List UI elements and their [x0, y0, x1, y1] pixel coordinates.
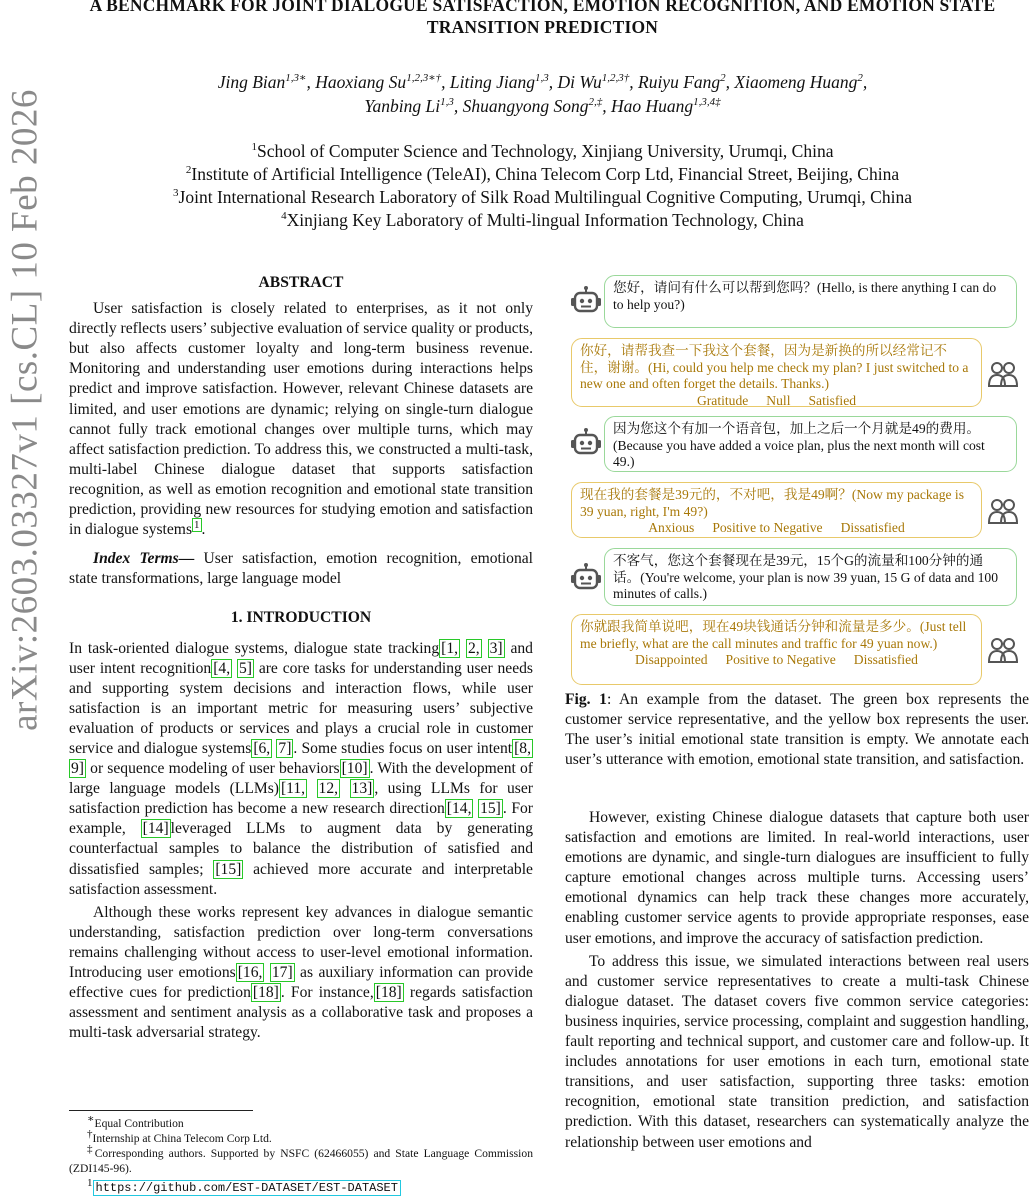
text-run: . With the development of large language models (LLMs) [69, 760, 533, 798]
text-run: as auxiliary information can provide effective cues for prediction [69, 964, 533, 1002]
author: Yanbing Li$^{1,3}$ [364, 96, 454, 116]
footnote-rule [69, 1110, 253, 1111]
citation-link[interactable]: 2, [467, 639, 480, 657]
system-utterance: 因为您这个有加一个语音包，加上之后一个月就是49的费用。(Because you have added a voice plan, plus the next month will cost 49.) [604, 416, 1017, 472]
citation-link[interactable]: [8, [514, 739, 531, 757]
arxiv-sidebar [0, 89, 50, 731]
citation-link[interactable]: [14, [446, 800, 472, 818]
text-run: or sequence modeling of user behaviors [86, 760, 340, 778]
citation-link[interactable]: [6, [253, 739, 271, 757]
text-run [482, 640, 488, 657]
figure-caption: Fig. 1: An example from the dataset. The green box represents the customer service representative, and the yellow box represents the user. The user’s initial emotional state transition is empty. We annotate each user’s utterance with emotion, emotional state transition, and satisfaction. [565, 691, 1030, 769]
introduction-heading: 1. INTRODUCTION [230, 609, 372, 627]
system-utterance: 您好，请问有什么可以帮到您吗？(Hello, is there anything I can do to help you?) [604, 275, 1017, 328]
citation-link[interactable]: [15] [215, 860, 242, 878]
text-run: are core tasks for understanding user needs and supporting system decisions and interaction flows, while user satisfaction is an important metric for measuring users’ subjective evaluation of products or services and plays a crucial role in customer service and dialogue systems [69, 659, 533, 757]
text-run: regards satisfaction assessment and sentiment analysis as a collaborative task and proposes a multi-task adversarial strategy. [69, 984, 533, 1042]
author: Haoxiang $Su^{1,2,3∗\dagger}$ [315, 72, 442, 92]
citation-link[interactable]: 7] [278, 739, 292, 757]
robot-icon [569, 427, 603, 461]
text-run: leveraged LLMs to augment data by generating counterfactual samples to balance the distribution of satisfied and dissatisfied samples; [69, 820, 533, 878]
github-link[interactable]: https://github.com/EST-DATASET/EST-DATASET [93, 1180, 401, 1196]
text-run: . For instance, [280, 984, 374, 1002]
author: Xiaomeng Huang$^2$ [734, 72, 863, 92]
affiliation: $^2$Institute of Artificial Intelligence (TeleAI), China Telecom Corp Ltd, Financial Street, Beijing, China [185, 164, 900, 184]
intro-paragraph-2 [69, 903, 533, 1044]
users-icon [987, 497, 1019, 525]
right-column [565, 808, 1029, 1153]
citation-link[interactable]: 9] [71, 760, 84, 778]
citation-link[interactable]: [10] [341, 760, 368, 778]
footnote-link[interactable]: 1 [194, 518, 200, 531]
text-run: achieved more accurate and interpretable satisfaction assessment. [69, 860, 533, 898]
author: Jing Bian$^{1,3∗}$ [217, 72, 307, 92]
footnote: $^1$ https://github.com/EST-DATASET/EST-DATASET [69, 1180, 533, 1196]
footnotes [69, 1113, 533, 1196]
text-run: In task-oriented dialogue systems, dialogue state tracking [69, 639, 440, 657]
affiliation: $^4$Xinjiang Key Laboratory of Multi-lingual Information Technology, China [281, 210, 804, 230]
text-run: . Some studies focus on user intent [293, 739, 513, 757]
affiliation: $^1$School of Computer Science and Technology, Xinjiang University, Urumqi, China [251, 141, 834, 161]
arxiv-identifier: arXiv:2603.03327v1 [cs.CL] 10 Feb 2026 [4, 89, 46, 731]
citation-link[interactable]: [14] [142, 820, 169, 838]
annotation-tags: Anxious Positive to Negative Dissatisfied [648, 520, 905, 535]
user-utterance: 现在我的套餐是39元的，不对吧，我是49啊？(Now my package is 39 yuan, right, I'm 49?) Anxious Positive to Negative Dissatisfied [571, 482, 982, 538]
users-icon [987, 360, 1019, 388]
citation-link[interactable]: [1, [441, 639, 459, 657]
robot-icon [569, 285, 603, 319]
text-run: , using LLMs for user satisfaction prediction has become a new research direction [69, 780, 533, 818]
text-run: and user intent recognition [69, 639, 533, 677]
left-column [69, 273, 533, 1043]
citation-link[interactable]: [11, [280, 780, 306, 798]
text-run: Although these works represent key advances in dialogue semantic understanding, satisfaction prediction over long-term conversations remains challenging without access to user-level emotional information. Introducing user emotions [69, 903, 533, 981]
affiliation: $^3$Joint International Research Laboratory of Silk Road Multilingual Cognitive Computing, Urumqi, China [173, 187, 912, 207]
annotation-tags: Disappointed Positive to Negative Dissatisfied [635, 652, 918, 667]
citation-link[interactable]: 15] [480, 800, 501, 818]
citation-link[interactable]: 12, [318, 780, 339, 798]
intro-paragraph-1 [69, 639, 533, 900]
user-utterance: 你好，请帮我查一下我这个套餐，因为是新换的所以经常记不住，谢谢。(Hi, could you help me check my plan? I just switched to a new one and often forget the details. Thanks.) Gratitude Null Satisfied [571, 338, 982, 407]
abstract-text: User satisfaction is closely related to enterprises, as it not only directly reflects users’ subjective evaluation of service quality or products, but also affects customer loyalty and long-term business revenue. Monitoring and understanding user emotions during interactions helps predict and improve satisfaction. However, relevant Chinese datasets are limited, and user emotions are dynamic; relying on single-turn dialogue cannot fully track emotional changes over multiple turns, which may affect satisfaction prediction. To address this, we constructed a multi-task, multi-label Chinese dialogue dataset that supports satisfaction recognition, as well as emotion recognition and emotional state transition prediction, providing new resources for studying emotion and satisfaction in dialogue systems $^1$ . [69, 300, 533, 539]
citation-link[interactable]: 13] [351, 780, 373, 798]
citation-link[interactable]: [18] [375, 984, 402, 1002]
citation-link[interactable]: [18] [252, 984, 279, 1002]
citation-link[interactable]: [4, [213, 659, 231, 677]
author: Liting Jiang$^{1,3}$ [449, 72, 549, 92]
right-paragraph-2: To address this issue, we simulated interactions between real users and customer service representatives to create a multi-task Chinese dialogue dataset. The dataset covers five common service categories: business inquiries, service processing, complaint and suggestion handling, fault reporting and technical support, and customer care and follow-up. It includes annotations for user emotions in each turn, emotional state transitions, and user satisfaction, supporting three tasks: emotion recognition, emotional state transition prediction, and satisfaction prediction. With this dataset, researchers can systematically analyze the relationship between user emotions and [565, 952, 1029, 1151]
annotation-tags: Gratitude Null Satisfied [696, 392, 857, 408]
title-line-2: TRANSITION PREDICTION [426, 17, 659, 37]
author-list: Jing Bian$^{1,3∗}$, Haoxiang $Su^{1,2,3∗\dagger}$, Liting Jiang$^{1,3}$, Di $Wu^{1,2,3\dagger}$, Ruiyu Fang$^2$, Xiaomeng Huang$^2$, Yanbing Li$^{1,3}$, Shuangyong Song$^{2,\ddagger}$, Hao Huang$^{1,3,4\ddagger}$ [217, 72, 868, 116]
right-paragraph-1: However, existing Chinese dialogue datasets that capture both user satisfaction and emotions are limited. In real-world interactions, user emotions are dynamic, and single-turn dialogues are insufficient to fully capture emotional changes across multiple turns. Accessing users’ emotional dynamics can help track these changes more accurately, enabling customer service agents to provide appropriate responses, ease user emotions, and improve the accuracy of satisfaction prediction. [565, 809, 1029, 947]
citation-link[interactable]: 3] [489, 639, 503, 657]
author: Di $Wu^{1,2,3\dagger}$ [557, 72, 630, 92]
user-utterance: 你就跟我简单说吧，现在49块钱通话分钟和流量是多少。(Just tell me briefly, what are the call minutes and traffic for 49 yuan now.) Disappointed Positive to Negative Dissatisfied [571, 614, 982, 685]
text-run [340, 780, 349, 797]
footnote: ‡Corresponding authors. Supported by NSFC (62466055) and State Language Commission (ZDI145-96). [69, 1143, 533, 1175]
users-icon [987, 636, 1019, 664]
citation-link[interactable]: 17] [271, 964, 293, 981]
robot-icon [569, 562, 603, 596]
text-run [307, 780, 316, 797]
author: Shuangyong Song$^{2,\ddagger}$ [462, 96, 603, 116]
footnote: ∗Equal Contribution [87, 1113, 184, 1130]
text-run: . For example, [69, 800, 533, 838]
citation-link[interactable]: [16, [237, 964, 263, 981]
paper-title [60, 0, 1025, 38]
footnote: †Internship at China Telecom Corp Ltd. [87, 1128, 272, 1145]
title-line-1: A BENCHMARK FOR JOINT DIALOGUE SATISFACTION, EMOTION RECOGNITION, AND EMOTION STATE [89, 0, 996, 15]
citation-link[interactable]: 5] [238, 659, 252, 677]
system-utterance: 不客气，您这个套餐现在是39元，15个G的流量和100分钟的通话。(You're welcome, your plan is now 39 yuan, 15 G of data and 100 minutes of calls.) [604, 548, 1017, 606]
author: Ruiyu Fang$^2$ [638, 72, 726, 92]
abstract-heading: ABSTRACT [258, 274, 344, 291]
index-terms: Index Terms— User satisfaction, emotion recognition, emotional state transformations, large language model [69, 550, 534, 588]
author: Hao Huang$^{1,3,4\ddagger}$ [610, 96, 721, 116]
affiliation-list [60, 140, 1025, 232]
